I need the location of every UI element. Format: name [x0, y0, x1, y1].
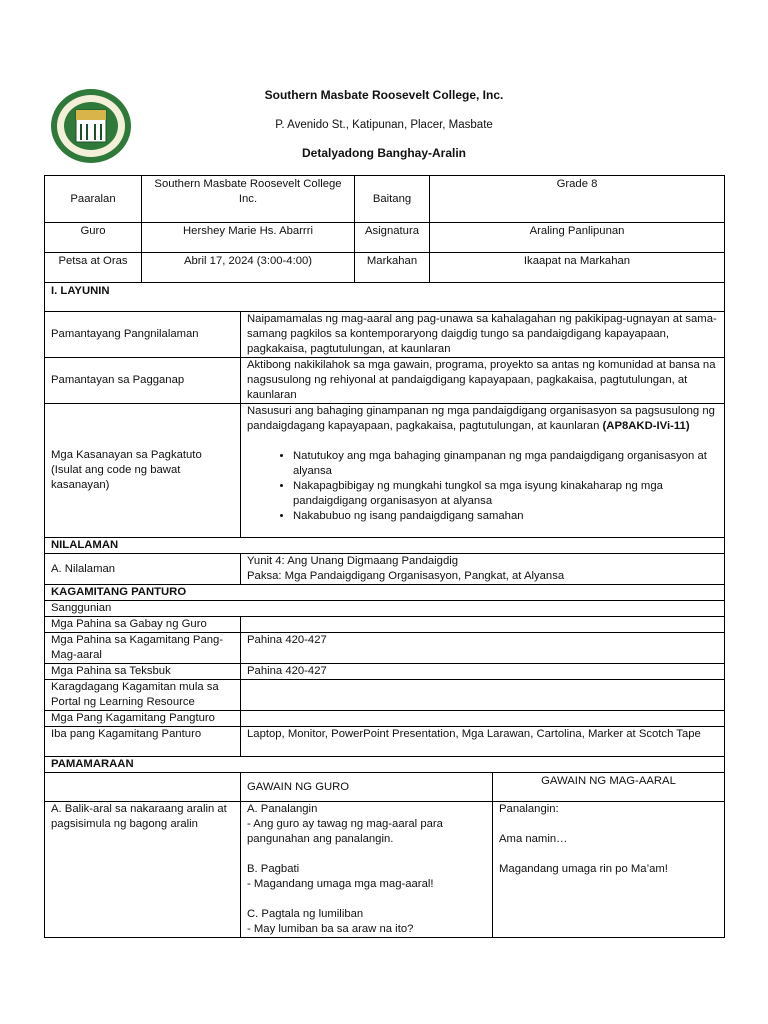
gabay-label: Mga Pahina sa Gabay ng Guro: [45, 617, 241, 633]
magaaral-line1: Panalangin:: [499, 803, 559, 815]
school-name: Southern Masbate Roosevelt College, Inc.: [264, 88, 504, 102]
kasanayan-label: Mga Kasanayan sa Pagkatuto (Isulat ang code ng bawat kasanayan): [45, 404, 241, 538]
asignatura-value: Araling Panlipunan: [430, 223, 725, 253]
school-address: P. Avenido St., Katipunan, Placer, Masbate: [275, 119, 493, 131]
magaaral-line2: Ama namin…: [499, 833, 568, 845]
petsa-value: Abril 17, 2024 (3:00-4:00): [142, 253, 355, 283]
iba-value: Laptop, Monitor, PowerPoint Presentation, Mga Larawan, Cartolina, Marker at Scotch Tape: [241, 727, 725, 757]
nilalaman-heading: NILALAMAN: [45, 538, 725, 554]
pang-kagamitan-value: [241, 711, 725, 727]
teksbuk-value: Pahina 420-427: [241, 664, 725, 680]
markahan-label: Markahan: [355, 253, 430, 283]
panalangin-text: - Ang guro ay tawag ng mag-aaral para pangunahan ang panalangin.: [247, 818, 443, 845]
layunin-heading: I. LAYUNIN: [45, 283, 725, 312]
list-item: • Nakapagbibigay ng mungkahi tungkol sa mga isyung kinakaharap ng mga pandaigdigang organisasyon at alyansa: [293, 479, 718, 509]
teksbuk-label: Mga Pahina sa Teksbuk: [45, 664, 241, 680]
kasanayan-bullets: [247, 449, 718, 524]
pagtala-title: C. Pagtala ng lumiliban: [247, 908, 364, 920]
baitang-label: Baitang: [355, 176, 430, 223]
document-title: Detalyadong Banghay-Aralin: [301, 146, 467, 160]
pangnilalaman-text: Naipamamalas ng mag-aaral ang pag-unawa sa kahalagahan ng pakikipag-ugnayan at sama-samang pagkilos sa kontemporaryong daigdig tungo sa pandaigdigang kapayapaan, pagkakaisa, pagtutulungan, at kaunlaran: [241, 312, 725, 358]
guro-column-header: GAWAIN NG GURO: [241, 773, 493, 802]
nilalaman-line2: Paksa: Mga Pandaigdigang Organisasyon, Pangkat, at Alyansa: [247, 570, 565, 582]
guro-activities: [241, 802, 493, 938]
info-table: [44, 175, 725, 283]
pagganap-label: Pamantayan sa Pagganap: [45, 358, 241, 404]
pagganap-text: Aktibong nakikilahok sa mga gawain, programa, proyekto sa antas ng komunidad at bansa na nagsusulong ng rehiyonal at pandaigdigang kapayapaan, pagkakaisa, pagtutulungan, at kaunlaran: [241, 358, 725, 404]
paaralan-label: Paaralan: [45, 176, 142, 223]
pagtala-text: - May lumiban ba sa araw na ito?: [247, 923, 414, 935]
asignatura-label: Asignatura: [355, 223, 430, 253]
pagbati-text: - Magandang umaga mga mag-aaral!: [247, 878, 434, 890]
karagdagan-value: [241, 680, 725, 711]
magaaral-column-header: GAWAIN NG MAG-AARAL: [493, 773, 725, 802]
kagamitan-heading: KAGAMITANG PANTURO: [45, 585, 725, 601]
pamamaraan-heading: PAMAMARAAN: [45, 757, 725, 773]
blank-header-cell: [45, 773, 241, 802]
panalangin-title: A. Panalangin: [247, 803, 318, 815]
kasanayan-text: Nasusuri ang bahaging ginampanan ng mga pandaigdigang organisasyon sa pagsusulong ng pandaigdagang kapayapaan, pagkakaisa, pagtutulungan, at kaunlaran: [247, 405, 715, 432]
paaralan-value: Southern Masbate Roosevelt College Inc.: [142, 176, 355, 223]
nilalaman-line1: Yunit 4: Ang Unang Digmaang Pandaigdig: [247, 555, 459, 567]
karagdagan-label: Karagdagang Kagamitan mula sa Portal ng Learning Resource: [45, 680, 241, 711]
pangnilalaman-label: Pamantayang Pangnilalaman: [45, 312, 241, 358]
pagbati-title: B. Pagbati: [247, 863, 300, 875]
kasanayan-code: (AP8AKD-IVi-11): [602, 420, 690, 432]
magaaral-activities: [493, 802, 725, 938]
nilalaman-label: A. Nilalaman: [45, 554, 241, 585]
list-item: • Natutukoy ang mga bahaging ginampanan ng mga pandaigdigang organisasyon at alyansa: [293, 449, 718, 479]
iba-label: Iba pang Kagamitang Panturo: [45, 727, 241, 757]
kasanayan-cell: [241, 404, 725, 538]
pang-kagamitan-label: Mga Pang Kagamitang Pangturo: [45, 711, 241, 727]
guro-label: Guro: [45, 223, 142, 253]
gabay-value: [241, 617, 725, 633]
magaaral-line3: Magandang umaga rin po Ma’am!: [499, 863, 668, 875]
list-item: • Nakabubuo ng isang pandaigdigang samahan: [293, 509, 718, 524]
kagamitan-value: Pahina 420-427: [241, 633, 725, 664]
baitang-value: Grade 8: [430, 176, 725, 223]
guro-value: Hershey Marie Hs. Abarrri: [142, 223, 355, 253]
petsa-label: Petsa at Oras: [45, 253, 142, 283]
sanggunian-label: Sanggunian: [45, 601, 725, 617]
lesson-plan-table: [44, 282, 725, 938]
balik-aral-label: A. Balik-aral sa nakaraang aralin at pagsisimula ng bagong aralin: [45, 802, 241, 938]
kagamitan-label: Mga Pahina sa Kagamitang Pang-Mag-aaral: [45, 633, 241, 664]
nilalaman-cell: [241, 554, 725, 585]
markahan-value: Ikaapat na Markahan: [430, 253, 725, 283]
